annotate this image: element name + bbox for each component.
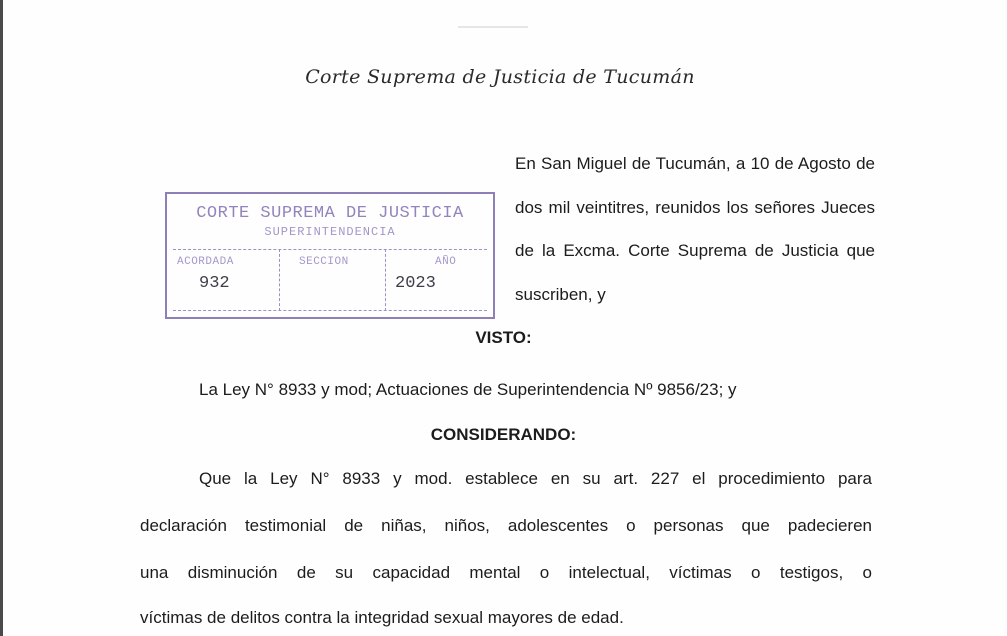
stamp-acordada-label: ACORDADA	[177, 256, 234, 268]
letterhead: Corte Suprema de Justicia de Tucumán	[305, 66, 695, 88]
page-edge	[0, 0, 3, 636]
considerando-heading: CONSIDERANDO:	[430, 425, 577, 444]
stamp-anio-label: AÑO	[435, 256, 457, 268]
considerando-line: Que la Ley N° 8933 y mod. establece en su art. 227 el procedimiento para	[199, 469, 872, 488]
visto-text: La Ley N° 8933 y mod; Actuaciones de Superintendencia Nº 9856/23; y	[199, 380, 737, 399]
stamp-anio-value: 2023	[395, 274, 436, 293]
considerando-line: víctimas de delitos contra la integridad sexual mayores de edad.	[140, 608, 624, 627]
considerando-line: declaración testimonial de niñas, niños, adolescentes o personas que padecieren	[140, 516, 872, 535]
stamp-column-divider	[279, 249, 280, 311]
stamp-acordada-value: 932	[199, 274, 230, 293]
stamp-divider	[173, 249, 487, 250]
faint-header-mark	[458, 26, 528, 28]
acordada-stamp	[165, 192, 495, 319]
stamp-subtitle: SUPERINTENDENCIA	[264, 225, 396, 239]
stamp-title: CORTE SUPREMA DE JUSTICIA	[196, 204, 464, 223]
stamp-seccion-label: SECCION	[299, 256, 349, 268]
considerando-line: una disminución de su capacidad mental o intelectual, víctimas o testigos, o	[140, 563, 872, 582]
stamp-column-divider	[385, 249, 386, 311]
stamp-divider	[173, 310, 487, 311]
visto-heading: VISTO:	[475, 328, 532, 347]
intro-paragraph: En San Miguel de Tucumán, a 10 de Agosto de dos mil veintitres, reunidos los señores Jueces de la Excma. Corte Suprema de Justicia que suscriben, y	[515, 154, 875, 305]
